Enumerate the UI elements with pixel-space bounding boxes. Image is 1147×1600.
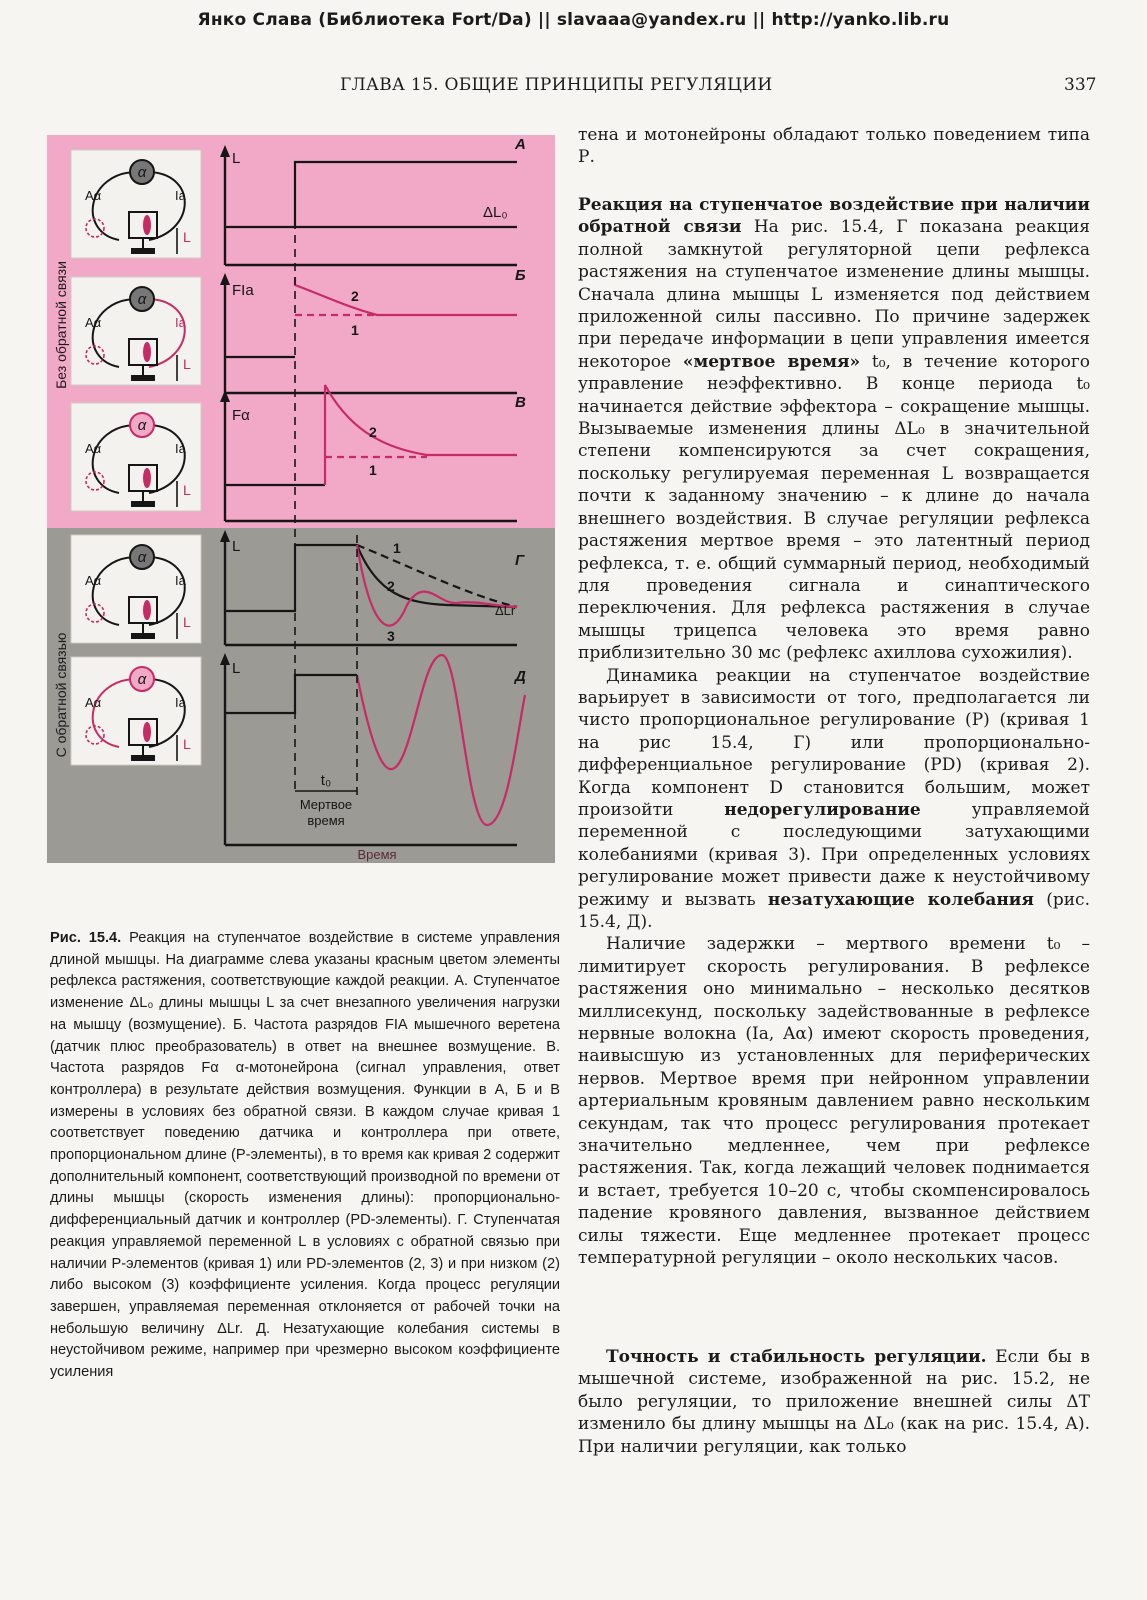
l-label: L bbox=[183, 736, 191, 752]
section-paragraph-2 bbox=[578, 665, 1090, 934]
l-label: L bbox=[183, 356, 191, 372]
annot-delta-lr: ΔLr bbox=[495, 603, 516, 618]
a-alpha-label: Aα bbox=[85, 695, 102, 710]
p2-text-b: управляемой переменной с последующими затухающими колебаниями (кривая 3). При определенных условиях регулирование может привести даже к неустойчивому режиму и вызвать bbox=[578, 799, 1090, 910]
alpha-label: α bbox=[137, 417, 147, 434]
x-axis-label: Время bbox=[357, 847, 397, 862]
caption-label: Рис. 15.4. bbox=[50, 930, 122, 946]
figure-caption bbox=[50, 928, 560, 1384]
p1-text-b: t₀, в течение которого управление неэффективно. В конце периода t₀ начинается действие эффектора – сокращение мышцы. Вызываемые изменения длины ΔL₀ в значительной степени компенсируются за счет сокращения, поскольку регулируемая переменная L возвращается почти к заданному значению – к длине до начала внешнего воздействия. В случае регуляции рефлекса растяжения мертвое время – это латентный период рефлекса, т. е. общий суммарный период, необходимый для проведения сигнала и синаптического переключения. Для рефлекса растяжения в случае мышцы трицепса человека это время равно приблизительно 30 мс (рефлекс ахиллова сухожилия). bbox=[578, 351, 1091, 664]
alpha-label: α bbox=[137, 291, 147, 308]
p1-text-a: На рис. 15.4, Г показана реакция полной замкнутой регуляторной цепи рефлекса растяжения на ступенчатое изменение длины мышцы. Сначала длина мышцы L изменяется под действием приложенной силы пассивно. По причине задержек при передаче информации в цепи управления имеется некоторое bbox=[578, 217, 1090, 372]
ia-label: Ia bbox=[175, 695, 186, 710]
ia-label: Ia bbox=[175, 573, 186, 588]
schematic-box-4 bbox=[71, 535, 201, 643]
panel-letter-a: А bbox=[515, 136, 526, 153]
curve-label-c-1: 1 bbox=[369, 462, 377, 478]
side-label-feedback: С обратной связью bbox=[53, 632, 69, 758]
annot-delta-l0: ΔL₀ bbox=[483, 204, 508, 221]
alpha-label: α bbox=[137, 549, 147, 566]
section-accuracy bbox=[578, 1346, 1090, 1458]
chapter-title: ГЛАВА 15. ОБЩИЕ ПРИНЦИПЫ РЕГУЛЯЦИИ bbox=[340, 75, 773, 95]
p2-bold-1: недорегулирование bbox=[724, 799, 921, 820]
accuracy-text: Если бы в мышечной системе, изображенной на рис. 15.2, не было регуляции, то приложение внешней силы ΔT изменило бы длину мышцы на ΔL₀ (как на рис. 15.4, А). При наличии регуляции, как только bbox=[578, 1347, 1090, 1457]
side-label-no-feedback: Без обратной связи bbox=[53, 261, 69, 389]
section-paragraph-3: Наличие задержки – мертвого времени t₀ – лимитирует скорость регулирования. В рефлексе растяжения оно минимально – несколько десятков миллисекунд, поскольку задействованные в рефлексе нервные волокна (Ia, Aα) имеют скорость проведения, наивысшую из установленных для периферических нервов. Мертвое время при нейронном управлении артериальным кровяным давлением равно нескольким секундам, так что процесс регулирования протекает значительно медленнее, чем при рефлексе растяжения. Так, когда лежащий человек поднимается и встает, требуется 10–20 с, чтобы скомпенсировалось падение кровяного давления, вызванное действием силы тяжести. Еще медленнее протекает процесс температурной регуляции – около нескольких часов. bbox=[578, 934, 1090, 1269]
p2-bold-2: незатухающие колебания bbox=[767, 889, 1034, 910]
intro-paragraph: тена и мотонейроны обладают только поведением типа Р. bbox=[578, 125, 1090, 168]
banner: Янко Слава (Библиотека Fort/Da) || slavaaa@yandex.ru || http://yanko.lib.ru bbox=[197, 10, 950, 30]
a-alpha-label: Aα bbox=[85, 441, 102, 456]
schematic-box-3 bbox=[71, 403, 201, 511]
panel-letter-d: Д bbox=[515, 668, 526, 685]
t0-label: t₀ bbox=[320, 772, 332, 789]
dead-time-label-2: время bbox=[307, 813, 345, 828]
schematic-box-1 bbox=[71, 150, 201, 258]
a-alpha-label: Aα bbox=[85, 315, 102, 330]
section-paragraph-1 bbox=[578, 194, 1090, 665]
panel-letter-b: Б bbox=[515, 267, 526, 284]
ylabel-g: L bbox=[232, 538, 241, 555]
section-heading: Реакция на ступенчатое воздействие при наличии обратной связи bbox=[578, 195, 1090, 238]
l-label: L bbox=[183, 482, 191, 498]
accuracy-paragraph bbox=[578, 1346, 1090, 1458]
alpha-label: α bbox=[137, 671, 147, 688]
section-step-response bbox=[578, 194, 1090, 1270]
figure-15-4 bbox=[47, 135, 555, 863]
p1-bold: «мертвое время» bbox=[682, 351, 861, 372]
column-intro bbox=[578, 124, 1090, 169]
curve-label-b-2: 2 bbox=[351, 288, 359, 304]
ylabel-c: Fα bbox=[232, 407, 250, 424]
l-label: L bbox=[183, 614, 191, 630]
curve-label-g-1: 1 bbox=[393, 540, 401, 556]
ylabel-a: L bbox=[232, 150, 241, 167]
ylabel-b: FIa bbox=[232, 282, 254, 299]
p2-text-a: Динамика реакции на ступенчатое воздействие варьирует в зависимости от того, предполагается ли чисто пропорциональное регулирование (Р) (кривая 1 на рис 15.4, Г) или пропорционально-дифференциальное регулирование (PD) (кривая 2). Когда компонент D становится большим, может произойти bbox=[578, 665, 1090, 820]
schematic-box-2 bbox=[71, 277, 201, 385]
curve-label-c-2: 2 bbox=[369, 424, 377, 440]
curve-label-g-3: 3 bbox=[387, 628, 395, 644]
accuracy-heading: Точность и стабильность регуляции. bbox=[606, 1347, 987, 1367]
page-number: 337 bbox=[1064, 75, 1097, 95]
schematic-box-5 bbox=[71, 657, 201, 765]
l-label: L bbox=[183, 229, 191, 245]
reflex-schematics bbox=[71, 150, 201, 765]
caption-text: Реакция на ступенчатое воздействие в системе управления длиной мышцы. На диаграмме слева указаны красным цветом элементы рефлекса растяжения, соответствующие каждой реакции. А. Ступенчатое изменение ΔL₀ длины мышцы L за счет внезапного увеличения нагрузки на мышцу (возмущение). Б. Частота разрядов FIA мышечного веретена (датчик плюс преобразователь) в ответ на внешнее возмущение. В. Частота разрядов Fα α-мотонейрона (сигнал управления, ответ контроллера) в результате действия возмущения. Функции в А, Б и В измерены в условиях без обратной связи. В каждом случае кривая 1 соответствует поведению датчика и контроллера при ответе, пропорциональном длине (Р-элементы), в то время как кривая 2 содержит дополнительный компонент, соответствующий производной по времени от длины мышцы (скорость изменения длины): пропорционально-дифференциальный датчик и контроллер (PD-элементы). Г. Ступенчатая реакция управляемой переменной L в условиях с обратной связью при наличии Р-элементов (кривая 1) или PD-элементов (2, 3) и при низком (2) либо высоком (3) коэффициенте усиления. Когда процесс регуляции завершен, управляемая переменная отклоняется от рабочей точки на небольшую величину ΔLr. Д. Незатухающие колебания системы в неустойчивом режиме, например при чрезмерно высоком коэффициенте усиления bbox=[50, 930, 560, 1381]
ia-label: Ia bbox=[175, 441, 186, 456]
ia-label: Ia bbox=[175, 188, 186, 203]
panel-letter-c: В bbox=[515, 394, 526, 411]
panel-letter-g: Г bbox=[515, 552, 525, 569]
alpha-label: α bbox=[137, 164, 147, 181]
p2-text-c: (рис. 15.4, Д). bbox=[578, 889, 1090, 932]
a-alpha-label: Aα bbox=[85, 573, 102, 588]
a-alpha-label: Aα bbox=[85, 188, 102, 203]
ylabel-d: L bbox=[232, 660, 241, 677]
curve-label-g-2: 2 bbox=[387, 578, 395, 594]
dead-time-label-1: Мертвое bbox=[299, 797, 353, 812]
curve-label-b-1: 1 bbox=[351, 322, 359, 338]
ia-label: Ia bbox=[175, 315, 186, 330]
